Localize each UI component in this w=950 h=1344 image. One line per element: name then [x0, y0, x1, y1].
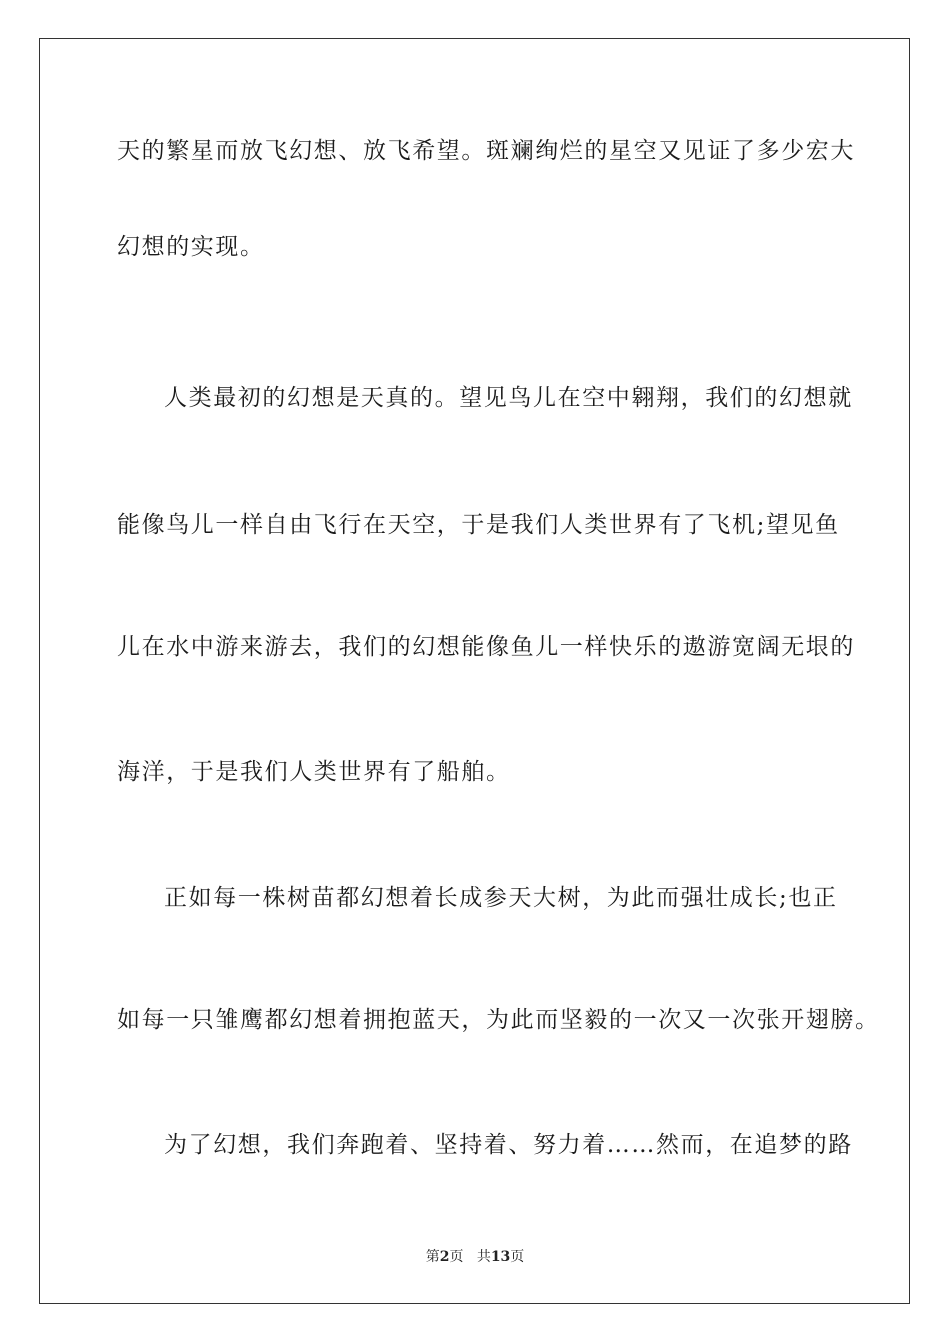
- page-suffix: 页: [449, 1249, 464, 1265]
- body-text-line-1: 天的繁星而放飞幻想、放飞希望。斑斓绚烂的星空又见证了多少宏大: [117, 138, 855, 164]
- body-text-line-6: 海洋，于是我们人类世界有了船舶。: [117, 759, 511, 785]
- page-number: 2: [439, 1249, 450, 1265]
- total-suffix: 页: [510, 1249, 525, 1265]
- body-text-line-7: 正如每一株树苗都幻想着长成参天大树，为此而强壮成长;也正: [164, 885, 838, 911]
- total-prefix: 共: [476, 1249, 491, 1265]
- body-text-line-3: 人类最初的幻想是天真的。望见鸟儿在空中翱翔，我们的幻想就: [164, 385, 853, 411]
- body-text-line-9: 为了幻想，我们奔跑着、坚持着、努力着……然而，在追梦的路: [164, 1132, 853, 1158]
- page-border: [39, 38, 910, 1304]
- body-text-line-2: 幻想的实现。: [117, 234, 265, 260]
- page-footer: [0, 1248, 950, 1266]
- body-text-line-5: 儿在水中游来游去，我们的幻想能像鱼儿一样快乐的遨游宽阔无垠的: [117, 634, 855, 660]
- page-prefix: 第: [425, 1249, 440, 1265]
- total-pages: 13: [490, 1249, 511, 1265]
- body-text-line-4: 能像鸟儿一样自由飞行在天空，于是我们人类世界有了飞机;望见鱼: [117, 512, 840, 538]
- body-text-line-8: 如每一只雏鹰都幻想着拥抱蓝天，为此而坚毅的一次又一次张开翅膀。: [117, 1007, 880, 1033]
